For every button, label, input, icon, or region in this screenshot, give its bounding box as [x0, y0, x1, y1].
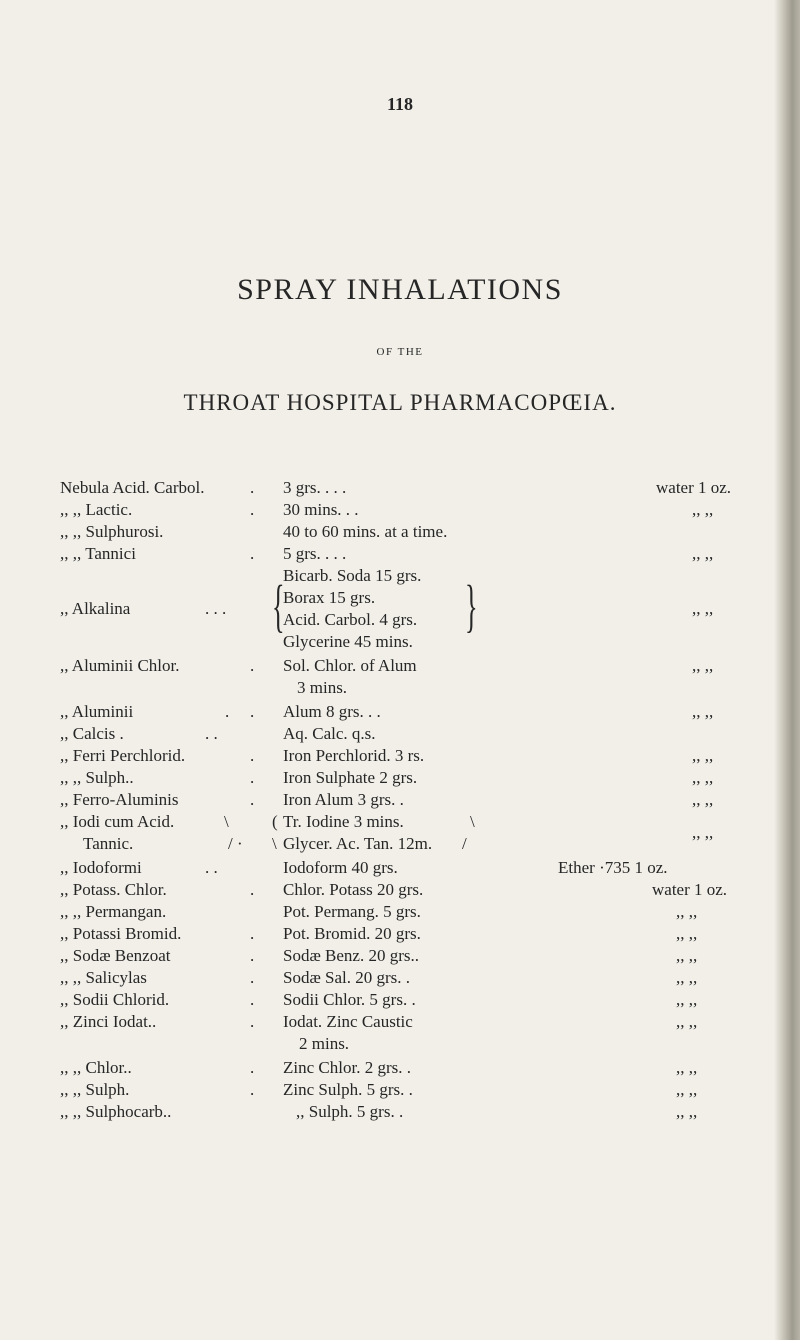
- remedy-name: ,, ,, Sulphocarb..: [60, 1102, 172, 1121]
- remedy-name: ,, ,, Chlor..: [60, 1058, 132, 1077]
- table-row: [0, 1102, 800, 1126]
- table-row: ,, Potassi Bromid. . Pot. Bromid. 20 grs. ,, ,,: [60, 924, 698, 943]
- table-row: ,, ,, Lactic. . 30 mins. . . ,, ,,: [60, 500, 714, 519]
- preparation: Sodæ Benz. 20 grs..: [283, 946, 419, 965]
- preparation: Aq. Calc. q.s.: [283, 724, 376, 743]
- remedy-name: ,, Aluminii Chlor.: [60, 656, 180, 675]
- preparation-line: Acid. Carbol. 4 grs.: [283, 610, 418, 629]
- preparation: Iodoform 40 grs.: [283, 858, 398, 877]
- remedy-name-line: Tannic.: [83, 834, 134, 853]
- table-row: ,, Sodii Chlorid. . Sodii Chlor. 5 grs. . ,, ,,: [60, 990, 698, 1009]
- remedy-name: ,, ,, Permangan.: [60, 902, 167, 921]
- vehicle: ,, ,,: [692, 599, 714, 618]
- remedy-name: ,, ,, Sulph.: [60, 1080, 130, 1099]
- preparation: Iron Perchlorid. 3 rs.: [283, 746, 425, 765]
- preparation: Pot. Bromid. 20 grs.: [283, 924, 421, 943]
- table-row: [0, 902, 800, 926]
- preparation: 3 grs. . . .: [283, 478, 347, 497]
- vehicle: ,, ,,: [676, 1102, 698, 1121]
- title-connector: OF THE: [376, 346, 424, 358]
- preparation-line: Bicarb. Soda 15 grs.: [283, 566, 422, 585]
- vehicle: water 1 oz.: [652, 880, 728, 899]
- vehicle: ,, ,,: [692, 746, 714, 765]
- page-subtitle: THROAT HOSPITAL PHARMACOPŒIA.: [183, 390, 617, 415]
- table-row: ,, Aluminii . . Alum 8 grs. . . ,, ,,: [60, 702, 714, 721]
- preparation-line: Tr. Iodine 3 mins.: [283, 812, 404, 831]
- table-row: ,, Potass. Chlor. . Chlor. Potass 20 grs. water 1 oz.: [60, 880, 728, 899]
- name-brace: \: [224, 812, 229, 831]
- vehicle: ,, ,,: [676, 1080, 698, 1099]
- preparation: Zinc Chlor. 2 grs. .: [283, 1058, 411, 1077]
- preparation: Sol. Chlor. of Alum: [283, 656, 417, 675]
- remedy-name: ,, Ferro-Aluminis: [60, 790, 179, 809]
- preparation: Iron Sulphate 2 grs.: [283, 768, 418, 787]
- vehicle: ,, ,,: [676, 946, 698, 965]
- remedy-name: ,, Iodoformi: [60, 858, 142, 877]
- preparation: 30 mins. . .: [283, 500, 359, 519]
- remedy-name: ,, Calcis .: [60, 724, 124, 743]
- remedy-name: ,, Potassi Bromid.: [60, 924, 182, 943]
- remedy-name: ,, Sodæ Benzoat: [60, 946, 171, 965]
- vehicle: ,, ,,: [676, 1012, 698, 1031]
- table-row: ,, Ferri Perchlorid. . Iron Perchlorid. 3 rs. ,, ,,: [60, 746, 714, 765]
- preparation-line: Glycer. Ac. Tan. 12m.: [283, 834, 433, 853]
- vehicle: ,, ,,: [692, 544, 714, 563]
- table-row: ,, ,, Chlor.. . Zinc Chlor. 2 grs. . ,, ,,: [60, 1058, 698, 1077]
- vehicle: ,, ,,: [676, 924, 698, 943]
- preparation-continuation: 2 mins.: [299, 1034, 350, 1053]
- vehicle: ,, ,,: [692, 823, 714, 842]
- table-row: ,, ,, Salicylas . Sodæ Sal. 20 grs. . ,, ,,: [60, 968, 698, 987]
- preparation: 40 to 60 mins. at a time.: [283, 522, 448, 541]
- vehicle: water 1 oz.: [656, 478, 732, 497]
- vehicle: ,, ,,: [692, 790, 714, 809]
- preparation: Iron Alum 3 grs. .: [283, 790, 404, 809]
- vehicle: ,, ,,: [692, 656, 714, 675]
- table-row: ,, ,, Sulph. . Zinc Sulph. 5 grs. . ,, ,,: [60, 1080, 698, 1099]
- prep-brace-open: (: [272, 812, 278, 831]
- remedy-name: ,, Zinci Iodat..: [60, 1012, 157, 1031]
- preparation: Sodæ Sal. 20 grs. .: [283, 968, 411, 987]
- vehicle: ,, ,,: [692, 768, 714, 787]
- table-row: ,, Sodæ Benzoat . Sodæ Benz. 20 grs.. ,, ,,: [60, 946, 698, 965]
- remedy-name: Nebula Acid. Carbol.: [60, 478, 205, 497]
- table-row: Nebula Acid. Carbol. . 3 grs. . . . water 1 oz.: [60, 478, 732, 497]
- preparation: Alum 8 grs. . .: [283, 702, 381, 721]
- remedy-name: ,, ,, Sulph..: [60, 768, 134, 787]
- left-brace: {: [272, 573, 285, 638]
- remedy-name: ,, Alkalina: [60, 599, 131, 618]
- remedy-name: ,, Ferri Perchlorid.: [60, 746, 186, 765]
- table-row: ,, Aluminii Chlor. . Sol. Chlor. of Alum 3 mins. ,, ,,: [60, 656, 714, 697]
- remedy-name: ,, ,, Tannici: [60, 544, 136, 563]
- vehicle: ,, ,,: [692, 500, 714, 519]
- remedy-name: ,, ,, Sulphurosi.: [60, 522, 164, 541]
- vehicle: ,, ,,: [676, 990, 698, 1009]
- preparation: Pot. Permang. 5 grs.: [283, 902, 421, 921]
- prep-brace-close: \: [470, 812, 475, 831]
- table-row: ,, ,, Sulph.. . Iron Sulphate 2 grs. ,, ,,: [60, 768, 714, 787]
- table-row: ,, Alkalina . . . { Bicarb. Soda 15 grs. Borax 15 grs. Acid. Carbol. 4 grs. Glycerine 45 mins. } ,, ,,: [60, 566, 714, 651]
- vehicle: ,, ,,: [676, 1058, 698, 1077]
- table-row: ,, Zinci Iodat.. . Iodat. Zinc Caustic 2 mins. ,, ,,: [60, 1012, 698, 1053]
- page-number: 118: [386, 94, 413, 114]
- vehicle: Ether ·735 1 oz.: [558, 858, 668, 877]
- table-row: [0, 522, 800, 546]
- preparation: Zinc Sulph. 5 grs. .: [283, 1080, 413, 1099]
- remedy-name: ,, Aluminii: [60, 702, 134, 721]
- vehicle: ,, ,,: [692, 702, 714, 721]
- vehicle: ,, ,,: [676, 968, 698, 987]
- remedy-name-line: ,, Iodi cum Acid.: [60, 812, 175, 831]
- remedy-name: ,, ,, Lactic.: [60, 500, 133, 519]
- table-row: ,, ,, Tannici . 5 grs. . . . ,, ,,: [60, 544, 714, 563]
- table-row: ,, Ferro-Aluminis . Iron Alum 3 grs. . ,, ,,: [60, 790, 714, 809]
- preparation: Chlor. Potass 20 grs.: [283, 880, 424, 899]
- preparation: 5 grs. . . .: [283, 544, 347, 563]
- preparation: Sodii Chlor. 5 grs. .: [283, 990, 416, 1009]
- preparation: ,, Sulph. 5 grs. .: [296, 1102, 404, 1121]
- right-brace: }: [465, 573, 478, 638]
- table-row: ,, Iodi cum Acid. Tannic. \ / · ( \ Tr. Iodine 3 mins. Glycer. Ac. Tan. 12m. \ / ,, ,,: [60, 812, 714, 853]
- table-row: ,, Calcis . . . Aq. Calc. q.s.: [60, 724, 376, 743]
- table-row: ,, Iodoformi . . Iodoform 40 grs. Ether ·735 1 oz.: [60, 858, 668, 877]
- remedy-name: ,, ,, Salicylas: [60, 968, 147, 987]
- remedy-name: ,, Sodii Chlorid.: [60, 990, 170, 1009]
- vehicle: ,, ,,: [676, 902, 698, 921]
- preparation-continuation: 3 mins.: [297, 678, 348, 697]
- preparation-line: Glycerine 45 mins.: [283, 632, 413, 651]
- preparation: Iodat. Zinc Caustic: [283, 1012, 413, 1031]
- preparation-line: Borax 15 grs.: [283, 588, 376, 607]
- page-title: SPRAY INHALATIONS: [237, 273, 563, 306]
- remedy-name: ,, Potass. Chlor.: [60, 880, 167, 899]
